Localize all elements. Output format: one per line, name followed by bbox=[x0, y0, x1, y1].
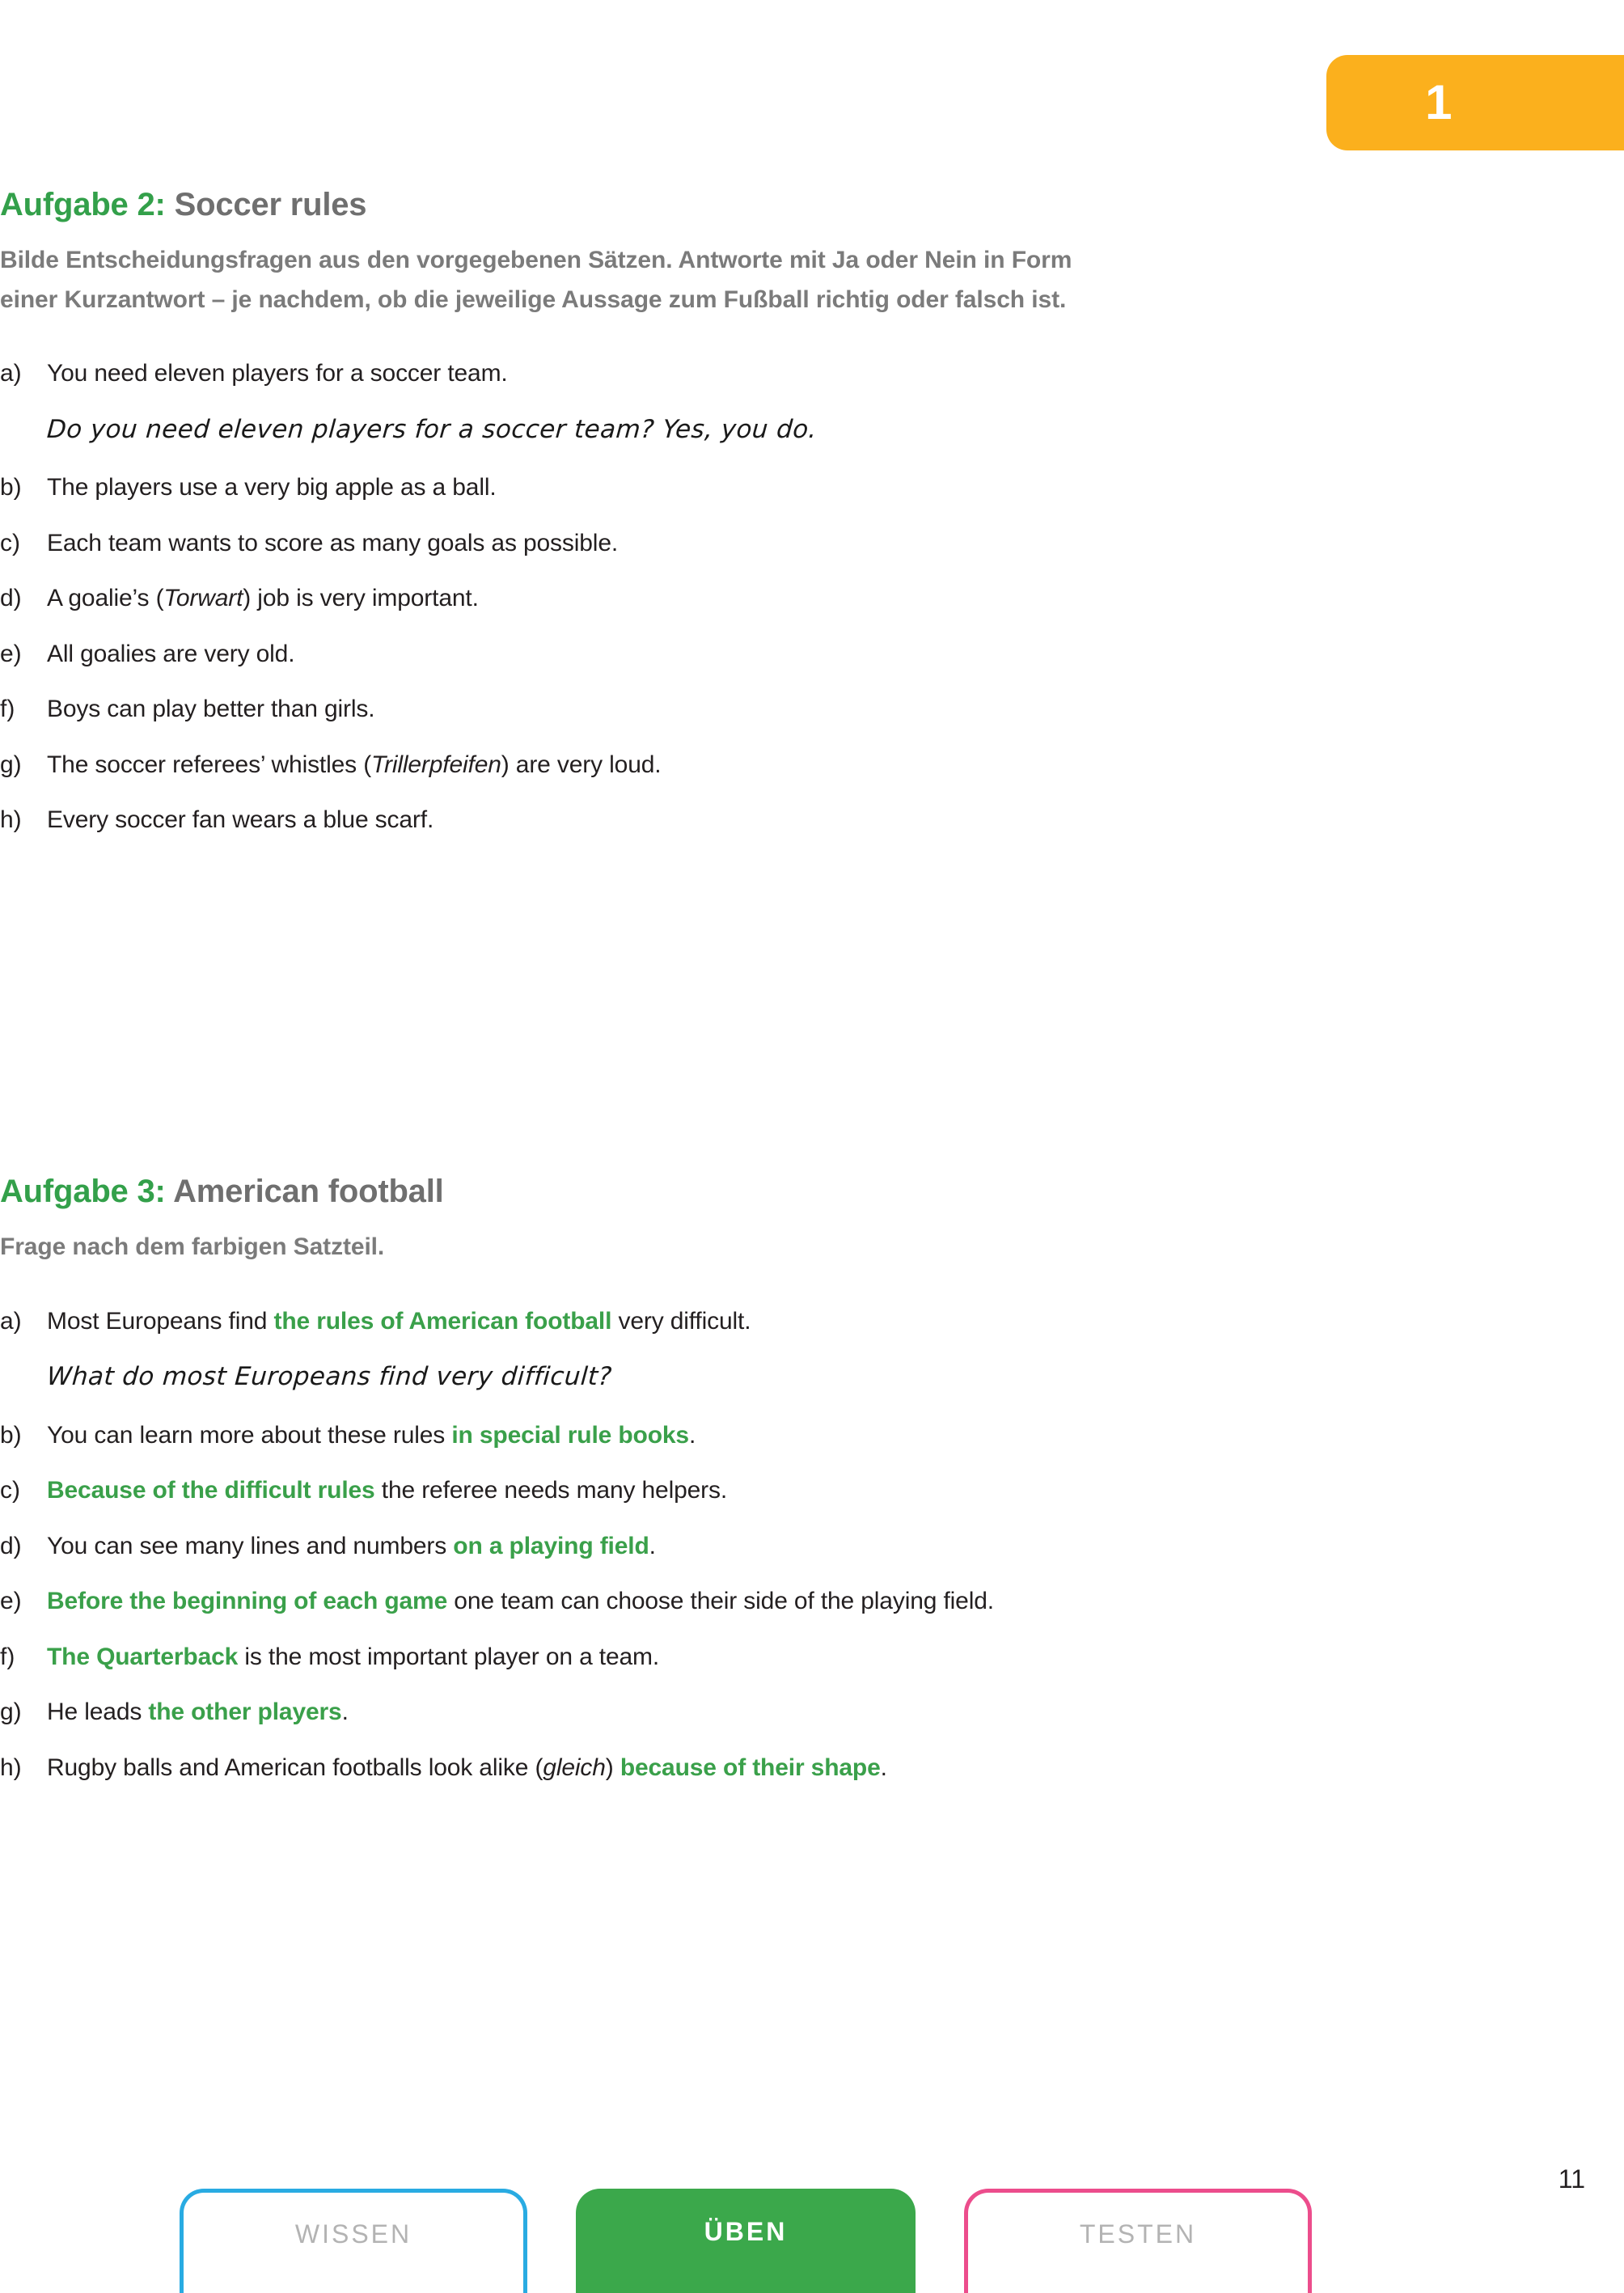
item-marker: h) bbox=[0, 1754, 22, 1781]
exercise-2-items bbox=[0, 355, 1624, 840]
item-text: You need eleven players for a soccer team. bbox=[47, 360, 508, 387]
item-text: Boys can play better than girls. bbox=[47, 696, 375, 723]
item-marker: f) bbox=[0, 696, 15, 723]
list-item bbox=[0, 802, 1624, 840]
exercise-3-items bbox=[0, 1303, 1624, 1787]
list-item bbox=[0, 1583, 1624, 1621]
item-text: A goalie’s (Torwart) job is very important. bbox=[47, 585, 479, 612]
list-item bbox=[0, 747, 1624, 785]
item-text: The soccer referees’ whistles (Trillerpfeifen) are very loud. bbox=[47, 751, 662, 778]
list-item bbox=[0, 1417, 1624, 1455]
handwritten-answer: What do most Europeans find very difficult? bbox=[45, 1362, 613, 1392]
chapter-number: 1 bbox=[1425, 75, 1453, 129]
list-item bbox=[0, 469, 1624, 507]
highlighted-phrase: on a playing field bbox=[453, 1532, 649, 1559]
item-text: He leads the other players. bbox=[47, 1699, 349, 1726]
list-item bbox=[0, 1639, 1624, 1677]
item-marker: a) bbox=[0, 1307, 22, 1335]
item-text: You can see many lines and numbers on a playing field. bbox=[47, 1532, 656, 1559]
exercise-section-3 bbox=[0, 1171, 1624, 1804]
item-text: Each team wants to score as many goals as possible. bbox=[47, 529, 619, 556]
item-marker: d) bbox=[0, 1532, 22, 1559]
tab-ueben-label: ÜBEN bbox=[704, 2217, 788, 2246]
list-item bbox=[0, 1694, 1624, 1732]
item-marker: b) bbox=[0, 474, 22, 501]
exercise-2-heading bbox=[0, 184, 1624, 225]
item-text: You can learn more about these rules in special rule books. bbox=[47, 1421, 696, 1449]
highlighted-phrase: the other players bbox=[148, 1699, 342, 1726]
list-item bbox=[0, 691, 1624, 729]
exercise-3-label: Aufgabe 3: bbox=[0, 1174, 166, 1209]
exercise-section-2 bbox=[0, 184, 1624, 857]
exercise-3-heading bbox=[0, 1171, 1624, 1212]
list-item bbox=[0, 636, 1624, 674]
list-item bbox=[0, 580, 1624, 618]
exercise-2-title: Soccer rules bbox=[165, 187, 367, 222]
highlighted-phrase: Before the beginning of each game bbox=[47, 1588, 448, 1615]
list-item bbox=[0, 1528, 1624, 1566]
footer-tab-bar bbox=[180, 2189, 1312, 2293]
page-number: 11 bbox=[1558, 2164, 1585, 2194]
handwritten-answer: Do you need eleven players for a soccer team? Yes, you do. bbox=[45, 414, 818, 444]
chapter-marker bbox=[1326, 55, 1624, 150]
item-text: The Quarterback is the most important player on a team. bbox=[47, 1643, 660, 1670]
item-marker: c) bbox=[0, 1477, 20, 1504]
item-text: All goalies are very old. bbox=[47, 640, 295, 667]
item-text: Most Europeans find the rules of American football very difficult. bbox=[47, 1307, 751, 1335]
item-marker: g) bbox=[0, 751, 22, 778]
item-marker: a) bbox=[0, 360, 22, 387]
tab-testen-label: TESTEN bbox=[1079, 2219, 1197, 2249]
tab-wissen[interactable] bbox=[180, 2189, 527, 2293]
item-marker: d) bbox=[0, 585, 22, 612]
item-text: Because of the difficult rules the referee needs many helpers. bbox=[47, 1477, 728, 1504]
list-item bbox=[0, 1472, 1624, 1510]
item-marker: e) bbox=[0, 640, 22, 667]
list-item bbox=[0, 525, 1624, 563]
highlighted-phrase: in special rule books bbox=[451, 1421, 689, 1449]
item-marker: e) bbox=[0, 1588, 22, 1615]
item-text: Before the beginning of each game one team can choose their side of the playing field. bbox=[47, 1588, 994, 1615]
list-item bbox=[0, 1303, 1624, 1341]
item-marker: b) bbox=[0, 1421, 22, 1449]
tab-testen[interactable] bbox=[964, 2189, 1312, 2293]
exercise-3-title: American football bbox=[165, 1174, 444, 1209]
exercise-2-instruction: Bilde Entscheidungsfragen aus den vorgegebenen Sätzen. Antworte mit Ja oder Nein in Form einer Kurzantwort – je nachdem, ob die jeweilige Aussage zum Fußball richtig oder falsch ist. bbox=[0, 247, 1072, 313]
exercise-2-label: Aufgabe 2: bbox=[0, 187, 166, 222]
list-item bbox=[0, 1749, 1624, 1787]
tab-ueben[interactable] bbox=[576, 2189, 916, 2293]
item-marker: f) bbox=[0, 1643, 15, 1670]
highlighted-phrase: The Quarterback bbox=[47, 1643, 239, 1670]
item-marker: h) bbox=[0, 806, 22, 834]
item-text: Rugby balls and American footballs look alike (gleich) because of their shape. bbox=[47, 1754, 887, 1781]
tab-wissen-label: WISSEN bbox=[294, 2219, 412, 2249]
list-item bbox=[0, 355, 1624, 393]
highlighted-phrase: the rules of American football bbox=[273, 1307, 612, 1335]
item-marker: c) bbox=[0, 529, 20, 556]
highlighted-phrase: because of their shape bbox=[620, 1754, 881, 1781]
exercise-3-instruction: Frage nach dem farbigen Satzteil. bbox=[0, 1233, 385, 1260]
highlighted-phrase: Because of the difficult rules bbox=[47, 1477, 375, 1504]
item-text: Every soccer fan wears a blue scarf. bbox=[47, 806, 434, 834]
item-text: The players use a very big apple as a ball. bbox=[47, 474, 497, 501]
item-marker: g) bbox=[0, 1699, 22, 1726]
